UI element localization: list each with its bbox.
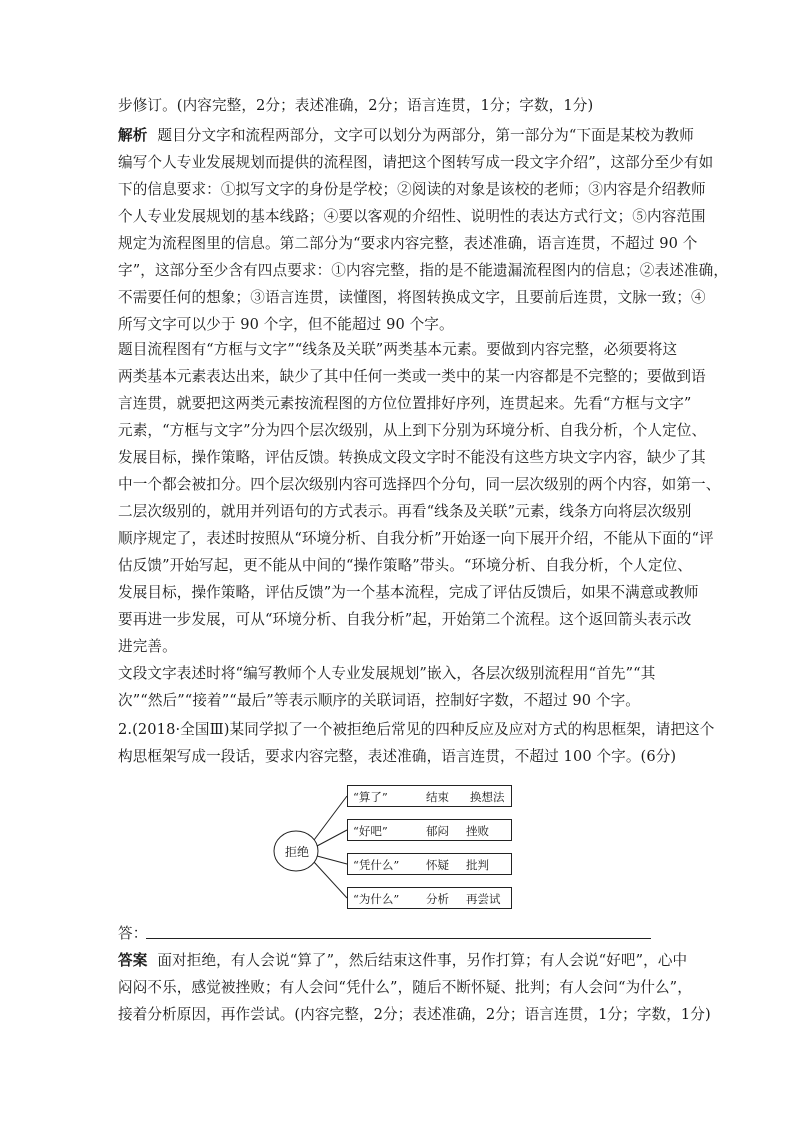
diagram-row xyxy=(347,887,512,909)
connector-line xyxy=(317,830,347,846)
question-line: 2.(2018·全国Ⅲ)某同学拟了一个被拒绝后常见的四种反应及应对方式的构思框架，请把这个 xyxy=(118,721,715,738)
text-line: 要再进一步发展，可从“环境分析、自我分析”起，开始第二个流程。这个返回箭头表示改 xyxy=(118,611,692,628)
text-line: 编写个人专业发展规划而提供的流程图，请把这个图转写成一段文字介绍”，这部分至少有如 xyxy=(118,154,714,171)
text-line: 所写文字可以少于 90 个字，但不能超过 90 个字。 xyxy=(118,316,454,333)
text-line: 字”，这部分至少含有四点要求：①内容完整，指的是不能遗漏流程图内的信息；②表述准确， xyxy=(118,262,729,279)
text-line: 估反馈”开始写起，更不能从中间的“操作策略”带头。“环境分析、自我分析，个人定位、 xyxy=(118,557,692,574)
diagram-reply: “为什么” xyxy=(353,892,400,906)
text-line: 个人专业发展规划的基本线路；④要以客观的介绍性、说明性的表达方式行文；⑤内容范围 xyxy=(118,208,706,225)
text-line: 次”“然后”“接着”“最后”等表示顺序的关联词语，控制好字数，不超过 90 个字。 xyxy=(118,692,640,709)
diagram-action: 批判 xyxy=(466,858,489,872)
diagram-row xyxy=(347,853,512,875)
analysis-first-line: 题目分文字和流程两部分，文字可以划分为两部分，第一部分为“下面是某校为教师 xyxy=(157,127,694,144)
concept-diagram xyxy=(270,784,520,914)
answer-line: 闷闷不乐，感觉被挫败；有人会问“凭什么”，随后不断怀疑、批判；有人会问“为什么”， xyxy=(118,979,692,996)
connector-line xyxy=(314,862,347,898)
text-line: 发展目标，操作策略，评估反馈。转换成文段文字时不能没有这些方块文字内容，缺少了其 xyxy=(118,449,706,466)
diagram-reply: “算了” xyxy=(353,790,388,804)
text-line: 不需要任何的想象；③语言连贯，读懂图，将图转换成文字，且要前后连贯，文脉一致；④ xyxy=(118,289,706,306)
text-line: 步修订。(内容完整，2分；表述准确，2分；语言连贯，1分；字数，1分) xyxy=(118,97,594,114)
answer-prompt: 答： xyxy=(118,925,148,942)
diagram-action: 再尝试 xyxy=(466,892,501,906)
answer-blank-line xyxy=(146,938,651,939)
diagram-feeling: 分析 xyxy=(426,892,449,906)
diagram-feeling: 郁闷 xyxy=(426,824,449,838)
text-line: 元素，“方框与文字”分为四个层次级别，从上到下分别为环境分析、自我分析，个人定位、 xyxy=(118,422,707,439)
text-line: 两类基本元素表达出来，缺少了其中任何一类或一类中的某一内容都是不完整的；要做到语 xyxy=(118,368,706,385)
text-line: 下的信息要求：①拟写文字的身份是学校；②阅读的对象是该校的老师；③内容是介绍教师 xyxy=(118,181,706,198)
diagram-reply: “凭什么” xyxy=(353,858,400,872)
connector-line xyxy=(317,856,347,864)
diagram-action: 挫败 xyxy=(466,824,489,838)
diagram-feeling: 结束 xyxy=(426,790,449,804)
diagram-reply: “好吧” xyxy=(353,824,388,838)
text-line: 中一个都会被扣分。四个层次级别内容可选择四个分句，同一层次级别的两个内容，如第一、 xyxy=(118,476,721,493)
diagram-row xyxy=(347,785,512,807)
diagram-feeling: 怀疑 xyxy=(426,858,449,872)
diagram-center-label: 拒绝 xyxy=(285,845,310,859)
question-line: 构思框架写成一段话，要求内容完整，表述准确，语言连贯，不超过 100 个字。(6分) xyxy=(118,748,677,765)
answer-label: 答案 xyxy=(118,952,148,969)
diagram-action: 换想法 xyxy=(470,790,505,804)
analysis-label: 解析 xyxy=(118,127,148,144)
connector-line xyxy=(314,796,347,840)
diagram-row xyxy=(347,819,512,841)
text-line: 发展目标，操作策略，评估反馈”为一个基本流程，完成了评估反馈后，如果不满意或教师 xyxy=(118,584,699,601)
text-line: 文段文字表述时将“编写教师个人专业发展规划”嵌入，各层次级别流程用“首先”“其 xyxy=(118,665,656,682)
answer-first-line: 面对拒绝，有人会说“算了”，然后结束这件事，另作打算；有人会说“好吧”，心中 xyxy=(157,952,688,969)
answer-line: 接着分析原因，再作尝试。(内容完整，2分；表述准确，2分；语言连贯，1分；字数，1分) xyxy=(118,1006,711,1023)
text-line: 二层次级别的，就用并列语句的方式表示。再看“线条及关联”元素，线条方向将层次级别 xyxy=(118,503,692,520)
text-line: 规定为流程图里的信息。第二部分为“要求内容完整，表述准确，语言连贯，不超过 90 个 xyxy=(118,235,698,252)
text-line: 顺序规定了，表述时按照从“环境分析、自我分析”开始逐一向下展开介绍，不能从下面的“评 xyxy=(118,530,714,547)
text-line: 言连贯，就要把这两类元素按流程图的方位位置排好序列，连贯起来。先看“方框与文字” xyxy=(118,395,692,412)
analysis-line xyxy=(118,126,694,146)
answer-line xyxy=(118,951,688,971)
text-line: 题目流程图有“方框与文字”“线条及关联”两类基本元素。要做到内容完整，必须要将这 xyxy=(118,341,678,358)
text-line: 进完善。 xyxy=(118,638,177,655)
